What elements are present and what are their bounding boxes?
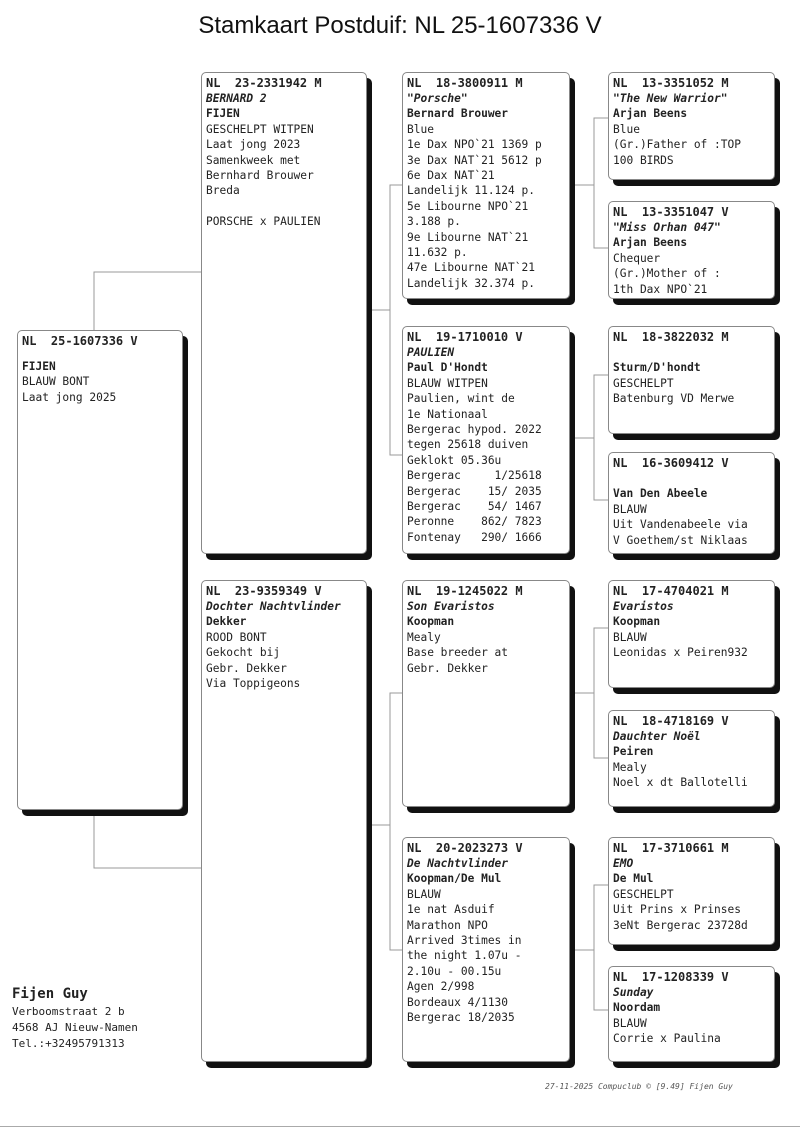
pigeon-name: Dochter Nachtvlinder (206, 600, 341, 613)
breeder: Koopman (613, 615, 661, 629)
pigeon-name: Dauchter Noël (613, 730, 701, 743)
detail-line: 47e Libourne NAT`21 (407, 261, 535, 275)
owner-info (12, 984, 138, 1052)
ring-number: NL 19-1710010 V (407, 330, 523, 344)
detail-line: Landelijk 32.374 p. (407, 276, 535, 290)
bottom-divider (0, 1126, 800, 1127)
ring-number: NL 25-1607336 V (22, 334, 138, 348)
detail-line: Blue (613, 122, 640, 136)
ring-number: NL 17-1208339 V (613, 970, 729, 984)
breeder: Dekker (206, 615, 247, 629)
detail-line: Paulien, wint de (407, 392, 515, 406)
grandfather-paternal-card (402, 72, 570, 299)
owner-city: 4568 AJ Nieuw-Namen (12, 1021, 138, 1034)
detail-line: Bergerac 1/25618 (407, 469, 542, 483)
pigeon-name: Son Evaristos (407, 600, 495, 613)
pigeon-name: "Porsche" (407, 92, 468, 105)
pigeon-name: EMO (613, 857, 634, 870)
breeder: Noordam (613, 1001, 661, 1015)
detail-line: Peronne 862/ 7823 (407, 515, 542, 529)
pigeon-name (613, 345, 770, 360)
detail-line: Fontenay 290/ 1666 (407, 530, 542, 544)
owner-name: Fijen Guy (12, 986, 88, 1002)
detail-line: 3.188 p. (407, 215, 461, 229)
detail-line: GESCHELPT (613, 376, 674, 390)
detail-line: BLAUW (613, 630, 647, 644)
detail-line: Blue (407, 122, 434, 136)
detail-line: Gekocht bij (206, 646, 281, 660)
detail-line: 1e Dax NPO`21 1369 p (407, 138, 542, 152)
detail-line: Base breeder at (407, 646, 509, 660)
detail-line: Mealy (407, 630, 441, 644)
detail-line: the night 1.07u - (407, 949, 522, 963)
detail-line: Bergerac hypod. 2022 (407, 423, 542, 437)
detail-line: tegen 25618 duiven (407, 438, 529, 452)
detail-line: Bergerac 15/ 2035 (407, 484, 542, 498)
breeder: Arjan Beens (613, 236, 688, 250)
ring-number: NL 23-2331942 M (206, 76, 322, 90)
breeder: FIJEN (22, 360, 56, 373)
detail-line: Via Toppigeons (206, 677, 301, 691)
detail-line: Geklokt 05.36u (407, 453, 502, 467)
detail-line: 1e nat Asduif (407, 903, 495, 917)
detail-line: Corrie x Paulina (613, 1032, 721, 1046)
ring-number: NL 13-3351052 M (613, 76, 729, 90)
ring-number: NL 13-3351047 V (613, 205, 729, 219)
detail-line: 3eNt Bergerac 23728d (613, 918, 748, 932)
detail-line: Bergerac 18/2035 (407, 1011, 515, 1025)
grandmother-maternal-card (402, 837, 570, 1062)
breeder: Van Den Abeele (613, 487, 708, 501)
detail-line: (Gr.)Father of :TOP (613, 138, 741, 152)
breeder: Sturm/D'hondt (613, 361, 701, 375)
detail-line: Agen 2/998 (407, 980, 475, 994)
ring-number: NL 18-3800911 M (407, 76, 523, 90)
ggp-mfm-card (608, 710, 775, 807)
ring-number: NL 17-3710661 M (613, 841, 729, 855)
detail-line: BLAUW (613, 1016, 647, 1030)
ring-number: NL 18-3822032 M (613, 330, 729, 344)
detail-line: 100 BIRDS (613, 153, 674, 167)
detail-line: Gebr. Dekker (206, 661, 287, 675)
ring-number: NL 17-4704021 M (613, 584, 729, 598)
father-card (201, 72, 367, 554)
detail-line: (Gr.)Mother of : (613, 267, 721, 281)
pigeon-name: BERNARD 2 (206, 92, 267, 105)
mother-card (201, 580, 367, 1062)
pigeon-name: De Nachtvlinder (407, 857, 509, 870)
detail-line: Laat jong 2025 (22, 390, 117, 404)
detail-line: Mealy (613, 760, 647, 774)
breeder: Bernard Brouwer (407, 107, 509, 121)
ggp-fmm-card (608, 452, 775, 554)
detail-line: BLAUW WITPEN (407, 376, 488, 390)
breeder: Koopman/De Mul (407, 872, 502, 886)
subject-card (17, 330, 183, 810)
breeder: Paul D'Hondt (407, 361, 488, 375)
detail-line: Marathon NPO (407, 918, 488, 932)
detail-line: Bernhard Brouwer (206, 169, 314, 183)
breeder: Arjan Beens (613, 107, 688, 121)
ring-number: NL 16-3609412 V (613, 456, 729, 470)
detail-line (206, 199, 362, 214)
ggp-mmf-card (608, 837, 775, 945)
ring-number: NL 19-1245022 M (407, 584, 523, 598)
breeder: De Mul (613, 872, 654, 886)
detail-line: Batenburg VD Merwe (613, 392, 735, 406)
detail-line: 1th Dax NPO`21 (613, 282, 708, 296)
breeder: FIJEN (206, 107, 240, 121)
detail-line: V Goethem/st Niklaas (613, 533, 748, 547)
pigeon-name: Sunday (613, 986, 654, 999)
detail-line: BLAUW BONT (22, 375, 90, 389)
detail-line: GESCHELPT (613, 887, 674, 901)
detail-line: Uit Prins x Prinses (613, 903, 741, 917)
ggp-mmm-card (608, 966, 775, 1062)
detail-line: Laat jong 2023 (206, 138, 301, 152)
detail-line: Uit Vandenabeele via (613, 518, 748, 532)
detail-line: Samenkweek met (206, 153, 301, 167)
detail-line: 3e Dax NAT`21 5612 p (407, 153, 542, 167)
grandmother-paternal-card (402, 326, 570, 554)
ring-number: NL 18-4718169 V (613, 714, 729, 728)
owner-phone: Tel.:+32495791313 (12, 1037, 125, 1050)
owner-address: Verboomstraat 2 b (12, 1005, 125, 1018)
grandfather-maternal-card (402, 580, 570, 807)
pigeon-name: "Miss Orhan 047" (613, 221, 721, 234)
ggp-fff-card (608, 72, 775, 180)
detail-line: 2.10u - 00.15u (407, 964, 502, 978)
detail-line: Bergerac 54/ 1467 (407, 500, 542, 514)
detail-line: GESCHELPT WITPEN (206, 122, 314, 136)
pigeon-name: Evaristos (613, 600, 674, 613)
ggp-ffm-card (608, 201, 775, 299)
breeder: Peiren (613, 745, 654, 759)
detail-line: Breda (206, 184, 240, 198)
ring-number: NL 23-9359349 V (206, 584, 322, 598)
detail-line: Arrived 3times in (407, 934, 522, 948)
detail-line: BLAUW (613, 502, 647, 516)
detail-line: BLAUW (407, 887, 441, 901)
detail-line: ROOD BONT (206, 630, 267, 644)
ring-number: NL 20-2023273 V (407, 841, 523, 855)
detail-line: Bordeaux 4/1130 (407, 995, 509, 1009)
detail-line: 5e Libourne NPO`21 (407, 199, 529, 213)
detail-line: Gebr. Dekker (407, 661, 488, 675)
detail-line: Leonidas x Peiren932 (613, 646, 748, 660)
detail-line: Chequer (613, 251, 661, 265)
detail-line: 1e Nationaal (407, 407, 488, 421)
detail-line: Landelijk 11.124 p. (407, 184, 535, 198)
breeder: Koopman (407, 615, 455, 629)
pigeon-name (613, 471, 770, 486)
detail-line: PORSCHE x PAULIEN (206, 215, 321, 229)
ggp-fmf-card (608, 326, 775, 434)
ggp-mff-card (608, 580, 775, 688)
pigeon-name: "The New Warrior" (613, 92, 728, 105)
footer-credit: 27-11-2025 Compuclub © [9.49] Fijen Guy (545, 1082, 733, 1091)
pigeon-name: PAULIEN (407, 346, 455, 359)
detail-line: 9e Libourne NAT`21 (407, 230, 529, 244)
detail-line: Noel x dt Ballotelli (613, 776, 748, 790)
detail-line: 6e Dax NAT`21 (407, 169, 495, 183)
page-title: Stamkaart Postduif: NL 25-1607336 V (198, 12, 602, 39)
detail-line: 11.632 p. (407, 246, 468, 260)
